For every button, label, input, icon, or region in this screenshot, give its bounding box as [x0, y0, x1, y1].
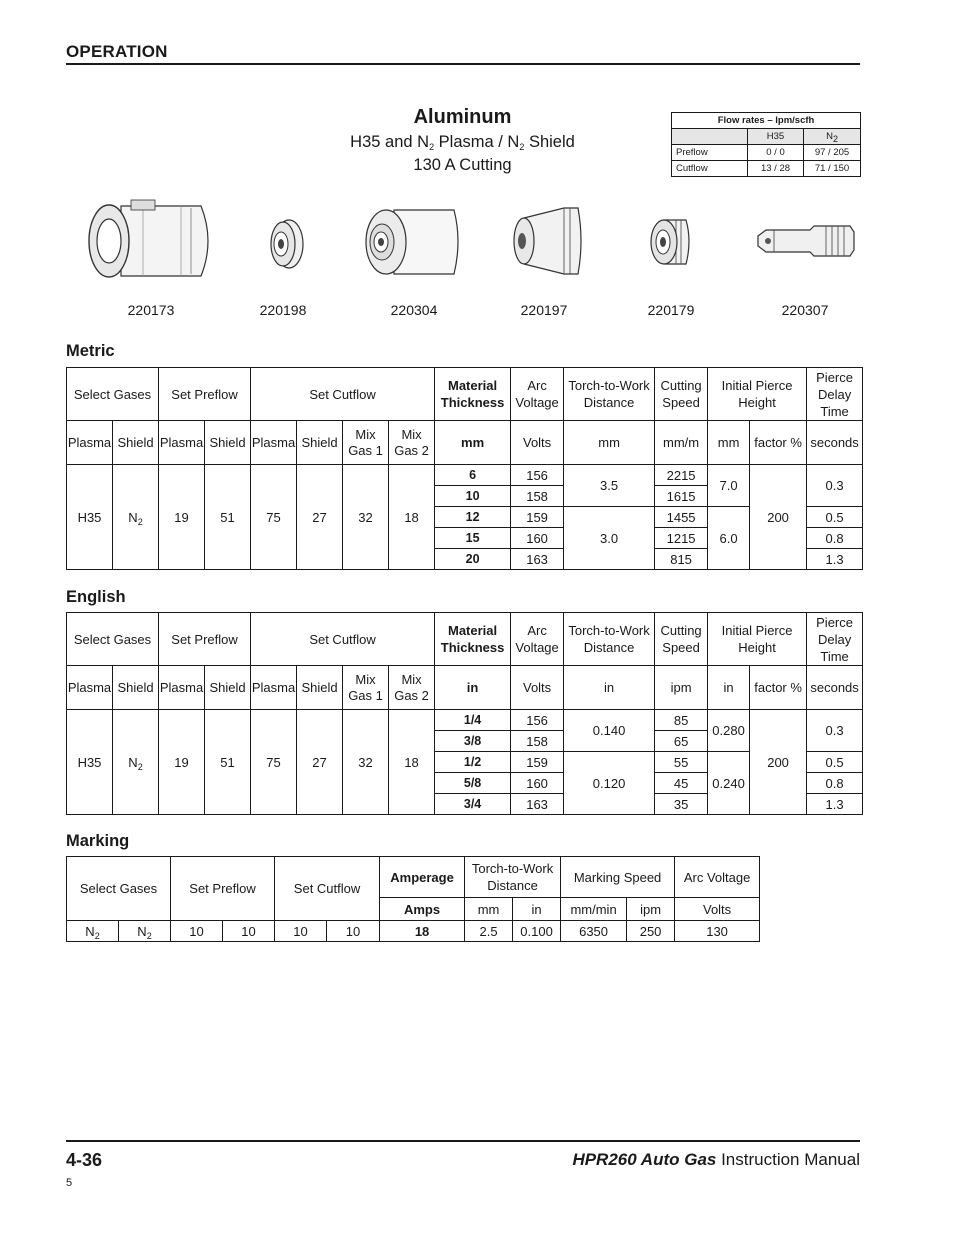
gas-subtitle: H35 and $N_2$ Plasma / $N_2$ Shield — [350, 133, 575, 152]
flow-col-n2: $N_2$ — [804, 129, 861, 145]
col-shield: Shield — [113, 666, 159, 710]
col-shield: Shield — [205, 421, 251, 465]
select-gases-header: Select Gases — [67, 368, 159, 421]
part-shield-cap — [238, 196, 328, 318]
pierce-delay-cell: 0.8 — [807, 773, 863, 794]
marking-gas-cell: $N_2$ — [67, 921, 119, 942]
flow-value: 71 / 150 — [804, 161, 861, 177]
col-thickness-unit: in — [435, 666, 511, 710]
cutting-speed-header: Cutting Speed — [655, 368, 708, 421]
col-factor: factor % — [750, 666, 807, 710]
mix-gas-1-cell: 32 — [343, 465, 389, 570]
arc-voltage-cell: 163 — [511, 549, 564, 570]
pierce-delay-cell: 1.3 — [807, 794, 863, 815]
flow-blank-cell — [672, 129, 748, 145]
col-plasma: Plasma — [67, 666, 113, 710]
part-number: 220197 — [520, 302, 568, 318]
col-speed-unit: ipm — [655, 666, 708, 710]
col-shield: Shield — [205, 666, 251, 710]
col-mm: mm — [465, 898, 513, 921]
cutting-speed-cell: 1215 — [655, 528, 708, 549]
arc-voltage-cell: 156 — [511, 465, 564, 486]
part-nozzle — [488, 196, 600, 318]
thickness-cell: 1/4 — [435, 710, 511, 731]
marking-in-cell: 0.100 — [513, 921, 561, 942]
part-number: 220179 — [647, 302, 695, 318]
english-table — [66, 612, 863, 815]
metric-table — [66, 367, 863, 570]
flow-rates-table — [671, 112, 861, 177]
marking-heading: Marking — [66, 832, 130, 850]
torch-to-work-header: Torch-to-Work Distance — [465, 857, 561, 898]
pierce-delay-cell: 0.8 — [807, 528, 863, 549]
set-cutflow-header: Set Cutflow — [251, 368, 435, 421]
col-seconds: seconds — [807, 666, 863, 710]
part-swirl-ring — [620, 196, 722, 318]
arc-voltage-cell: 156 — [511, 710, 564, 731]
pierce-delay-cell: 1.3 — [807, 549, 863, 570]
thickness-cell: 1/2 — [435, 752, 511, 773]
preflow-plasma-cell: 19 — [159, 465, 205, 570]
pierce-factor-cell: 200 — [750, 465, 807, 570]
part-electrode — [746, 196, 864, 318]
pierce-delay-cell: 0.3 — [807, 710, 863, 752]
arc-voltage-cell: 158 — [511, 731, 564, 752]
set-cutflow-header: Set Cutflow — [251, 613, 435, 666]
cutting-speed-cell: 65 — [655, 731, 708, 752]
cutting-speed-cell: 2215 — [655, 465, 708, 486]
marking-preflow-cell: 10 — [223, 921, 275, 942]
col-thickness-unit: mm — [435, 421, 511, 465]
marking-preflow-cell: 10 — [171, 921, 223, 942]
pierce-delay-cell: 0.5 — [807, 507, 863, 528]
set-cutflow-header: Set Cutflow — [275, 857, 380, 921]
thickness-cell: 20 — [435, 549, 511, 570]
title-block — [300, 106, 625, 175]
marking-ipm-cell: 250 — [627, 921, 675, 942]
arc-voltage-cell: 160 — [511, 528, 564, 549]
page-title: Aluminum — [413, 106, 512, 128]
col-speed-unit: mm/m — [655, 421, 708, 465]
marking-volts-cell: 130 — [675, 921, 760, 942]
col-mix-gas-1: Mix Gas 1 — [343, 421, 389, 465]
cutting-speed-cell: 35 — [655, 794, 708, 815]
col-mix-gas-2: Mix Gas 2 — [389, 421, 435, 465]
thickness-cell: 3/8 — [435, 731, 511, 752]
col-plasma: Plasma — [251, 666, 297, 710]
set-preflow-header: Set Preflow — [159, 613, 251, 666]
cutting-speed-cell: 55 — [655, 752, 708, 773]
arc-voltage-cell: 159 — [511, 752, 564, 773]
thickness-cell: 12 — [435, 507, 511, 528]
amperage-header: Amperage — [380, 857, 465, 898]
set-preflow-header: Set Preflow — [171, 857, 275, 921]
material-thickness-header: Material Thickness — [435, 613, 511, 666]
electrode-icon — [750, 196, 860, 286]
header-rule — [66, 63, 860, 65]
set-preflow-header: Set Preflow — [159, 368, 251, 421]
section-title: OPERATION — [66, 42, 168, 61]
col-shield: Shield — [297, 666, 343, 710]
plasma-gas-cell: H35 — [67, 465, 113, 570]
initial-pierce-header: Initial Pierce Height — [708, 368, 807, 421]
part-number: 220304 — [390, 302, 438, 318]
col-plasma: Plasma — [251, 421, 297, 465]
arc-voltage-header: Arc Voltage — [511, 368, 564, 421]
col-shield: Shield — [297, 421, 343, 465]
pierce-height-cell: 0.280 — [708, 710, 750, 752]
mix-gas-1-cell: 32 — [343, 710, 389, 815]
col-factor: factor % — [750, 421, 807, 465]
part-number: 220307 — [781, 302, 829, 318]
col-in: in — [513, 898, 561, 921]
pierce-height-cell: 6.0 — [708, 507, 750, 570]
arc-voltage-cell: 158 — [511, 486, 564, 507]
flow-col-h35: H35 — [748, 129, 804, 145]
thickness-cell: 6 — [435, 465, 511, 486]
flow-value: 97 / 205 — [804, 145, 861, 161]
pierce-factor-cell: 200 — [750, 710, 807, 815]
flow-value: 13 / 28 — [748, 161, 804, 177]
marking-gas-cell: $N_2$ — [119, 921, 171, 942]
preflow-shield-cell: 51 — [205, 465, 251, 570]
marking-table — [66, 856, 760, 942]
mix-gas-2-cell: 18 — [389, 710, 435, 815]
cutflow-shield-cell: 27 — [297, 465, 343, 570]
col-plasma: Plasma — [159, 666, 205, 710]
flow-value: 0 / 0 — [748, 145, 804, 161]
col-plasma: Plasma — [159, 421, 205, 465]
col-volts: Volts — [511, 421, 564, 465]
mix-gas-2-cell: 18 — [389, 465, 435, 570]
marking-mm-cell: 2.5 — [465, 921, 513, 942]
initial-pierce-header: Initial Pierce Height — [708, 613, 807, 666]
col-distance-unit: in — [564, 666, 655, 710]
shield-icon — [81, 196, 221, 286]
torch-to-work-header: Torch-to-Work Distance — [564, 368, 655, 421]
shield-gas-cell: $N_2$ — [113, 710, 159, 815]
thickness-cell: 5/8 — [435, 773, 511, 794]
marking-mm-min-cell: 6350 — [561, 921, 627, 942]
pierce-delay-header: Pierce Delay Time — [807, 368, 863, 421]
cutting-speed-cell: 1615 — [655, 486, 708, 507]
manual-title: HPR260 Auto Gas Instruction Manual — [572, 1150, 860, 1169]
arc-voltage-header: Arc Voltage — [511, 613, 564, 666]
cutting-speed-cell: 815 — [655, 549, 708, 570]
col-mix-gas-1: Mix Gas 1 — [343, 666, 389, 710]
col-mm-min: mm/min — [561, 898, 627, 921]
marking-speed-header: Marking Speed — [561, 857, 675, 898]
marking-amps-cell: 18 — [380, 921, 465, 942]
col-volts: Volts — [675, 898, 760, 921]
cutting-speed-cell: 45 — [655, 773, 708, 794]
pierce-delay-cell: 0.5 — [807, 752, 863, 773]
torch-distance-cell: 0.140 — [564, 710, 655, 752]
current-subtitle: 130 A Cutting — [413, 156, 512, 174]
flow-row-label: Preflow — [672, 145, 748, 161]
cutting-speed-cell: 1455 — [655, 507, 708, 528]
torch-distance-cell: 0.120 — [564, 752, 655, 815]
revision-number: 5 — [66, 1177, 73, 1189]
col-shield: Shield — [113, 421, 159, 465]
thickness-cell: 3/4 — [435, 794, 511, 815]
cutflow-plasma-cell: 75 — [251, 710, 297, 815]
marking-cutflow-cell: 10 — [275, 921, 327, 942]
footer-rule — [66, 1140, 860, 1142]
col-seconds: seconds — [807, 421, 863, 465]
col-amps: Amps — [380, 898, 465, 921]
col-volts: Volts — [511, 666, 564, 710]
cutting-speed-cell: 85 — [655, 710, 708, 731]
material-thickness-header: Material Thickness — [435, 368, 511, 421]
arc-voltage-cell: 159 — [511, 507, 564, 528]
flow-rates-title: Flow rates – lpm/scfh — [672, 113, 861, 129]
shield-gas-cell: $N_2$ — [113, 465, 159, 570]
torch-to-work-header: Torch-to-Work Distance — [564, 613, 655, 666]
nozzle-retaining-cap-icon — [354, 196, 474, 286]
arc-voltage-cell: 163 — [511, 794, 564, 815]
col-mix-gas-2: Mix Gas 2 — [389, 666, 435, 710]
marking-cutflow-cell: 10 — [327, 921, 380, 942]
page-number: 4-36 — [66, 1150, 103, 1170]
arc-voltage-header: Arc Voltage — [675, 857, 760, 898]
metric-heading: Metric — [66, 342, 115, 360]
arc-voltage-cell: 160 — [511, 773, 564, 794]
pierce-height-cell: 7.0 — [708, 465, 750, 507]
preflow-shield-cell: 51 — [205, 710, 251, 815]
col-pierce-unit: mm — [708, 421, 750, 465]
shield-cap-icon — [243, 196, 323, 286]
thickness-cell: 15 — [435, 528, 511, 549]
part-number: 220173 — [127, 302, 175, 318]
select-gases-header: Select Gases — [67, 613, 159, 666]
thickness-cell: 10 — [435, 486, 511, 507]
preflow-plasma-cell: 19 — [159, 710, 205, 815]
select-gases-header: Select Gases — [67, 857, 171, 921]
pierce-height-cell: 0.240 — [708, 752, 750, 815]
part-number: 220198 — [259, 302, 307, 318]
part-shield — [80, 196, 222, 318]
swirl-ring-icon — [626, 196, 716, 286]
torch-distance-cell: 3.0 — [564, 507, 655, 570]
plasma-gas-cell: H35 — [67, 710, 113, 815]
nozzle-icon — [494, 196, 594, 286]
pierce-delay-cell: 0.3 — [807, 465, 863, 507]
pierce-delay-header: Pierce Delay Time — [807, 613, 863, 666]
flow-row-label: Cutflow — [672, 161, 748, 177]
torch-distance-cell: 3.5 — [564, 465, 655, 507]
part-nozzle-retaining-cap — [350, 196, 478, 318]
english-heading: English — [66, 588, 126, 606]
cutflow-plasma-cell: 75 — [251, 465, 297, 570]
col-plasma: Plasma — [67, 421, 113, 465]
col-distance-unit: mm — [564, 421, 655, 465]
col-ipm: ipm — [627, 898, 675, 921]
col-pierce-unit: in — [708, 666, 750, 710]
cutflow-shield-cell: 27 — [297, 710, 343, 815]
cutting-speed-header: Cutting Speed — [655, 613, 708, 666]
